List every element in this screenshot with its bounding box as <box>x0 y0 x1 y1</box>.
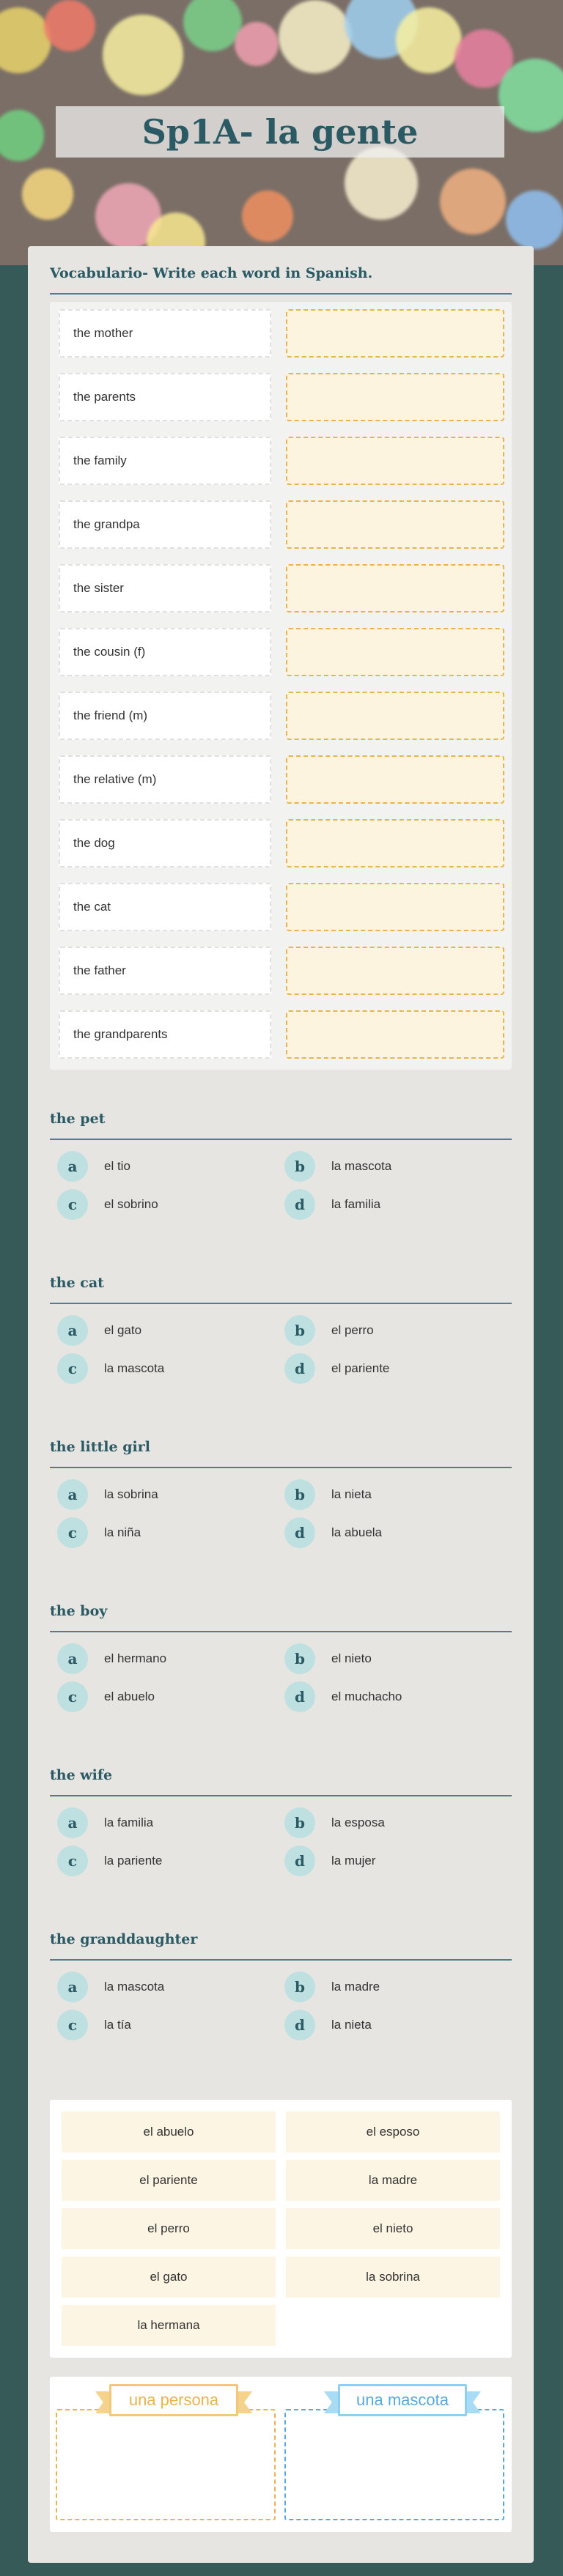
option-letter-b: b <box>284 1643 315 1674</box>
quiz-option-b[interactable] <box>284 1314 374 1347</box>
drop-zone-persona[interactable] <box>56 2409 276 2520</box>
quiz-option-b[interactable] <box>284 1807 385 1839</box>
vocab-row <box>50 1007 512 1063</box>
quiz-option-c[interactable] <box>57 1352 164 1385</box>
option-letter-a: a <box>57 1807 88 1838</box>
vocab-term: the relative (m) <box>59 755 271 804</box>
quiz-option-a[interactable] <box>57 1478 158 1511</box>
option-letter-b: b <box>284 1151 315 1182</box>
vocab-row <box>50 880 512 936</box>
option-text: el hermano <box>104 1651 167 1665</box>
option-text: la abuela <box>331 1525 383 1539</box>
option-text: el pariente <box>331 1361 390 1375</box>
option-letter-c: c <box>57 1681 88 1712</box>
word-bank-item[interactable]: la sobrina <box>286 2257 500 2298</box>
option-letter-a: a <box>57 1151 88 1182</box>
option-letter-d: d <box>284 1353 315 1384</box>
vocab-term: the sister <box>59 564 271 612</box>
sort-panel <box>50 2377 512 2532</box>
quiz-option-c[interactable] <box>57 1188 158 1221</box>
option-letter-a: a <box>57 1479 88 1510</box>
quiz-option-d[interactable] <box>284 2009 372 2041</box>
vocab-term: the father <box>59 947 271 995</box>
quiz-option-b[interactable] <box>284 1971 380 2003</box>
category-label: una persona <box>109 2384 238 2416</box>
title-banner <box>56 106 504 158</box>
divider <box>50 1959 512 1961</box>
quiz-option-a[interactable] <box>57 1314 141 1347</box>
vocab-row <box>50 306 512 362</box>
option-text: la mascota <box>104 1980 165 1994</box>
vocab-row <box>50 752 512 808</box>
page-title: Sp1A- la gente <box>141 112 419 152</box>
option-text: la nieta <box>331 2018 372 2032</box>
option-letter-c: c <box>57 1353 88 1384</box>
option-text: la tía <box>104 2018 131 2032</box>
vocab-answer-field[interactable] <box>286 947 504 995</box>
vocab-term: the cat <box>59 883 271 931</box>
vocab-row <box>50 561 512 617</box>
option-text: la sobrina <box>104 1487 158 1501</box>
quiz-option-a[interactable] <box>57 1643 166 1675</box>
vocab-answer-field[interactable] <box>286 564 504 612</box>
quiz-option-b[interactable] <box>284 1643 372 1675</box>
quiz-option-a[interactable] <box>57 1807 153 1839</box>
word-bank-item[interactable]: el gato <box>62 2257 276 2298</box>
option-letter-c: c <box>57 2010 88 2040</box>
category-label: una mascota <box>338 2384 467 2416</box>
option-letter-d: d <box>284 1189 315 1220</box>
option-text: el nieto <box>331 1651 372 1665</box>
word-bank-item[interactable]: el perro <box>62 2208 276 2249</box>
option-text: el tio <box>104 1159 130 1173</box>
quiz-question: the granddaughter <box>50 1931 198 1947</box>
option-letter-c: c <box>57 1517 88 1548</box>
word-bank-item[interactable]: el pariente <box>62 2160 276 2201</box>
option-text: la esposa <box>331 1816 385 1829</box>
option-text: la familia <box>331 1197 381 1211</box>
vocab-row <box>50 625 512 681</box>
quiz-question: the little girl <box>50 1439 150 1455</box>
vocab-answer-field[interactable] <box>286 309 504 358</box>
divider <box>50 1795 512 1796</box>
option-text: el perro <box>331 1323 374 1337</box>
word-bank-item[interactable]: el esposo <box>286 2111 500 2153</box>
quiz-option-a[interactable] <box>57 1150 130 1182</box>
drop-zone-mascota[interactable] <box>284 2409 504 2520</box>
quiz-option-b[interactable] <box>284 1478 372 1511</box>
quiz-option-c[interactable] <box>57 1517 141 1549</box>
vocab-term: the parents <box>59 373 271 421</box>
vocab-answer-field[interactable] <box>286 819 504 867</box>
quiz-option-d[interactable] <box>284 1845 375 1877</box>
option-letter-b: b <box>284 1479 315 1510</box>
divider <box>50 1631 512 1632</box>
option-text: la pariente <box>104 1854 163 1868</box>
vocab-term: the cousin (f) <box>59 628 271 676</box>
vocab-answer-field[interactable] <box>286 500 504 549</box>
option-text: el gato <box>104 1323 142 1337</box>
vocab-answer-field[interactable] <box>286 437 504 485</box>
vocab-matching-panel <box>50 302 512 1070</box>
quiz-question: the pet <box>50 1111 106 1127</box>
quiz-option-a[interactable] <box>57 1971 164 2003</box>
vocab-row <box>50 370 512 426</box>
option-text: la niña <box>104 1525 141 1539</box>
quiz-option-d[interactable] <box>284 1517 382 1549</box>
vocab-instructions: Vocabulario- Write each word in Spanish. <box>50 265 373 281</box>
vocab-answer-field[interactable] <box>286 755 504 804</box>
quiz-option-c[interactable] <box>57 1681 155 1713</box>
word-bank-item[interactable]: la madre <box>286 2160 500 2201</box>
quiz-option-c[interactable] <box>57 1845 162 1877</box>
vocab-term: the family <box>59 437 271 485</box>
option-letter-b: b <box>284 1315 315 1346</box>
quiz-option-b[interactable] <box>284 1150 391 1182</box>
quiz-option-d[interactable] <box>284 1681 402 1713</box>
divider <box>50 1467 512 1468</box>
quiz-question: the cat <box>50 1275 104 1291</box>
option-text: la mascota <box>331 1159 392 1173</box>
option-letter-d: d <box>284 1517 315 1548</box>
vocab-answer-field[interactable] <box>286 628 504 676</box>
option-text: la familia <box>104 1816 154 1829</box>
option-letter-d: d <box>284 1846 315 1876</box>
word-bank-item[interactable]: el nieto <box>286 2208 500 2249</box>
option-letter-d: d <box>284 1681 315 1712</box>
quiz-question: the wife <box>50 1767 113 1783</box>
vocab-row <box>50 689 512 744</box>
option-text: la mujer <box>331 1854 376 1868</box>
option-letter-a: a <box>57 1643 88 1674</box>
option-letter-d: d <box>284 2010 315 2040</box>
vocab-term: the friend (m) <box>59 692 271 740</box>
option-text: el muchacho <box>331 1689 402 1703</box>
vocab-row <box>50 434 512 489</box>
quiz-question: the boy <box>50 1603 108 1619</box>
vocab-row <box>50 816 512 872</box>
option-text: el abuelo <box>104 1689 155 1703</box>
vocab-row <box>50 944 512 999</box>
option-letter-a: a <box>57 1315 88 1346</box>
vocab-term: the grandparents <box>59 1010 271 1059</box>
option-letter-c: c <box>57 1189 88 1220</box>
option-text: la nieta <box>331 1487 372 1501</box>
option-letter-b: b <box>284 1807 315 1838</box>
vocab-answer-field[interactable] <box>286 373 504 421</box>
divider <box>50 293 512 295</box>
category-banner-mascota <box>324 2381 481 2419</box>
category-banner-persona <box>95 2381 252 2419</box>
worksheet <box>28 246 534 2563</box>
option-letter-c: c <box>57 1846 88 1876</box>
word-bank-item[interactable]: el abuelo <box>62 2111 276 2153</box>
vocab-answer-field[interactable] <box>286 692 504 740</box>
option-text: el sobrino <box>104 1197 158 1211</box>
vocab-term: the mother <box>59 309 271 358</box>
divider <box>50 1303 512 1304</box>
option-letter-a: a <box>57 1972 88 2002</box>
vocab-term: the grandpa <box>59 500 271 549</box>
quiz-option-d[interactable] <box>284 1188 380 1221</box>
quiz-option-c[interactable] <box>57 2009 131 2041</box>
divider <box>50 1139 512 1140</box>
vocab-answer-field[interactable] <box>286 883 504 931</box>
word-bank-panel <box>50 2100 512 2358</box>
option-letter-b: b <box>284 1972 315 2002</box>
quiz-option-d[interactable] <box>284 1352 389 1385</box>
option-text: la mascota <box>104 1361 165 1375</box>
word-bank-item[interactable]: la hermana <box>62 2305 276 2346</box>
vocab-row <box>50 497 512 553</box>
vocab-answer-field[interactable] <box>286 1010 504 1059</box>
option-text: la madre <box>331 1980 380 1994</box>
vocab-term: the dog <box>59 819 271 867</box>
